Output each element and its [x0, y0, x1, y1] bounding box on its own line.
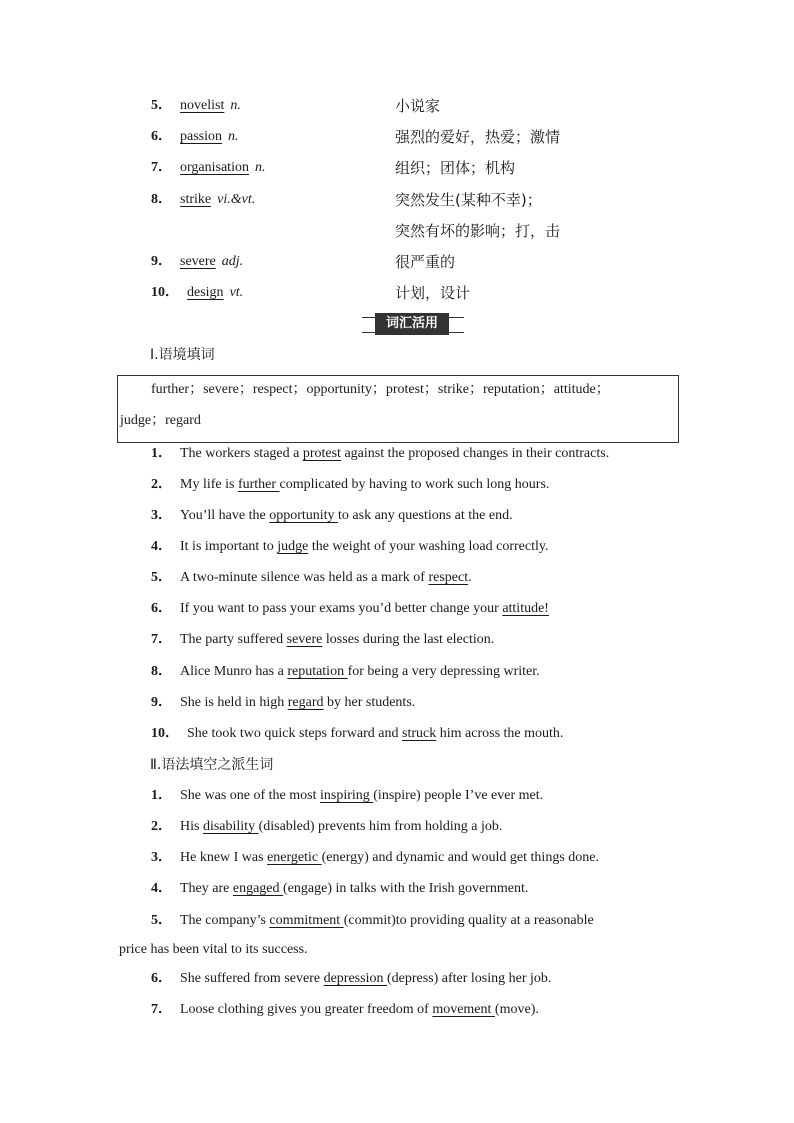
vocab-meaning: 计划，设计	[395, 284, 471, 302]
vocab-word: passion	[180, 129, 222, 144]
answer: movement	[432, 1002, 495, 1017]
vocab-item: 6． passion n.	[151, 129, 239, 144]
vocab-item: 10． design vt.	[151, 285, 244, 300]
answer: respect	[428, 570, 469, 585]
question-item: 8． Alice Munro has a reputation for being a very depressing writer.	[151, 664, 540, 679]
vocab-item: 7． organisation n.	[151, 160, 266, 175]
vocab-item: 5． novelist n.	[151, 98, 241, 113]
question-item: 1． She was one of the most inspiring (inspire) people I’ve ever met.	[151, 788, 544, 803]
answer: opportunity	[269, 508, 339, 523]
vocab-meaning: 很严重的	[395, 253, 456, 271]
answer: severe	[286, 632, 323, 647]
vocab-meaning: 突然发生(某种不幸)；	[395, 191, 542, 209]
vocab-meaning: 强烈的爱好，热爱；激情	[395, 128, 561, 146]
answer: energetic	[267, 850, 322, 865]
answer: engaged	[232, 881, 284, 896]
question-item-continuation: price has been vital to its success.	[119, 942, 308, 957]
answer: attitude!	[502, 601, 549, 616]
question-item: 6． If you want to pass your exams you’d better change your attitude!	[151, 601, 549, 616]
question-item: 6． She suffered from severe depression (depress) after losing her job.	[151, 971, 552, 986]
vocab-word: strike	[180, 192, 212, 207]
answer: depression	[323, 971, 387, 986]
word-bank-line-1: further；severe；respect；opportunity；protest；strike；reputation；attitude；	[151, 382, 610, 397]
question-item: 7． The party suffered severe losses during the last election.	[151, 632, 495, 647]
question-item: 1． The workers staged a protest against the proposed changes in their contracts.	[151, 446, 610, 461]
answer: further	[237, 477, 280, 492]
question-item: 5． A two-minute silence was held as a mark of respect.	[151, 570, 472, 585]
vocab-word: severe	[180, 254, 216, 269]
answer: reputation	[287, 664, 348, 679]
question-item: 5． The company’s commitment (commit)to providing quality at a reasonable	[151, 913, 594, 928]
word-bank-line-2: judge；regard	[120, 413, 201, 428]
question-item: 2． His disability (disabled) prevents him from holding a job.	[151, 819, 503, 834]
vocab-word: design	[187, 285, 224, 300]
question-item: 3． You’ll have the opportunity to ask any questions at the end.	[151, 508, 513, 523]
vocab-meaning: 小说家	[395, 97, 441, 115]
answer: protest	[302, 446, 341, 461]
question-item: 4． They are engaged (engage) in talks with the Irish government.	[151, 881, 529, 896]
answer: struck	[402, 726, 437, 741]
section-banner: 词汇活用	[375, 313, 449, 335]
question-item: 4． It is important to judge the weight of your washing load correctly.	[151, 539, 549, 554]
vocab-meaning: 组织；团体；机构	[395, 159, 516, 177]
vocab-item: 8． strike vi.&vt.	[151, 192, 256, 207]
question-item: 3． He knew I was energetic (energy) and dynamic and would get things done.	[151, 850, 599, 865]
section1-title: Ⅰ.语境填词	[150, 347, 215, 363]
question-item: 10． She took two quick steps forward and struck him across the mouth.	[151, 726, 564, 741]
answer: commitment	[269, 913, 344, 928]
question-item: 2． My life is further complicated by having to work such long hours.	[151, 477, 550, 492]
question-item: 9． She is held in high regard by her students.	[151, 695, 416, 710]
question-item: 7． Loose clothing gives you greater freedom of movement (move).	[151, 1002, 539, 1017]
answer: regard	[287, 695, 324, 710]
answer: judge	[277, 539, 309, 554]
vocab-word: organisation	[180, 160, 249, 175]
vocab-word: novelist	[180, 98, 225, 113]
vocab-item: 9． severe adj.	[151, 254, 244, 269]
vocab-meaning-2: 突然有坏的影响；打，击	[395, 222, 561, 240]
section2-title: Ⅱ.语法填空之派生词	[150, 757, 274, 773]
answer: inspiring	[319, 788, 374, 803]
answer: disability	[202, 819, 259, 834]
